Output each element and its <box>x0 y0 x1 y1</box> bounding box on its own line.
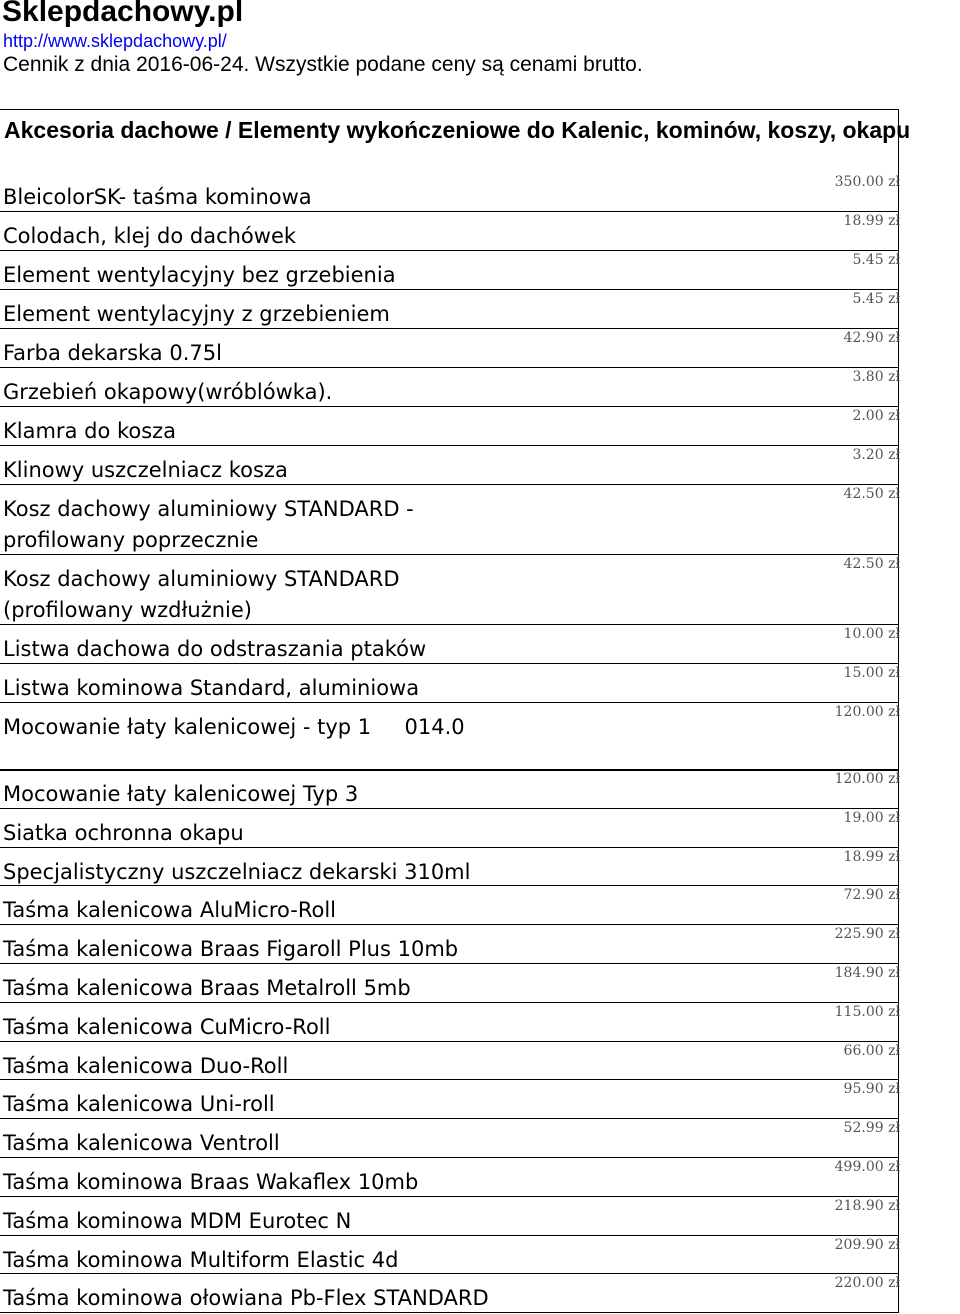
product-row <box>0 290 898 329</box>
product-name: Mocowanie łaty kalenicowej - typ 1 014.0 <box>3 715 465 739</box>
site-url-link[interactable]: http://www.sklepdachowy.pl/ <box>3 31 227 51</box>
price-table-page-2 <box>0 769 899 1313</box>
product-name: Colodach, klej do dachówek <box>3 224 297 248</box>
product-price: 5.45 zł <box>852 291 900 307</box>
product-row <box>0 625 898 664</box>
product-price: 66.00 zł <box>843 1042 900 1059</box>
product-price: 10.00 zł <box>843 626 900 642</box>
product-price: 218.90 zł <box>834 1197 900 1214</box>
product-price: 15.00 zł <box>843 665 900 681</box>
product-name: BleicolorSK- taśma kominowa <box>3 185 312 209</box>
product-name: Klamra do kosza <box>3 419 177 443</box>
product-row <box>0 368 898 407</box>
product-price: 350.00 zł <box>834 174 900 190</box>
product-price: 52.99 zł <box>843 1120 900 1137</box>
product-row <box>0 1274 898 1313</box>
site-title: Sklepdachowy.pl <box>2 0 244 28</box>
product-row <box>0 212 898 251</box>
product-row <box>0 1042 898 1081</box>
product-row <box>0 1236 898 1275</box>
product-row <box>0 555 898 625</box>
product-price: 184.90 zł <box>834 965 900 981</box>
product-price: 18.99 zł <box>843 213 900 229</box>
category-title: Akcesoria dachowe / Elementy wykończeniowe do Kalenic, kominów, koszy, okapu <box>4 117 911 143</box>
product-price: 209.90 zł <box>834 1236 900 1253</box>
product-row <box>0 770 898 809</box>
product-row <box>0 1158 898 1197</box>
product-row <box>0 925 898 964</box>
product-price: 220.00 zł <box>834 1275 900 1292</box>
product-price: 3.20 zł <box>852 447 900 463</box>
product-price: 2.00 zł <box>852 408 900 424</box>
price-list-subtitle: Cennik z dnia 2016-06-24. Wszystkie podane ceny są cenami brutto. <box>3 53 643 76</box>
product-name: Klinowy uszczelniacz kosza <box>3 458 288 482</box>
product-row <box>0 703 898 770</box>
product-name: Taśma kominowa ołowiana Pb-Flex STANDARD <box>3 1286 489 1311</box>
product-row <box>0 664 898 703</box>
product-row <box>0 329 898 368</box>
product-price: 5.45 zł <box>852 252 900 268</box>
product-row <box>0 173 898 212</box>
product-row <box>0 251 898 290</box>
product-name: Taśma kominowa Braas Wakaflex 10mb <box>3 1170 419 1194</box>
product-name: Listwa dachowa do odstraszania ptaków <box>3 637 427 661</box>
product-price: 225.90 zł <box>834 926 900 943</box>
product-price: 499.00 zł <box>834 1159 900 1175</box>
product-name: Taśma kalenicowa Uni-roll <box>3 1092 275 1117</box>
product-name: Taśma kominowa Multiform Elastic 4d <box>3 1247 399 1272</box>
product-price: 115.00 zł <box>834 1003 900 1020</box>
product-price: 18.99 zł <box>843 848 900 865</box>
product-row <box>0 446 898 485</box>
product-row <box>0 407 898 446</box>
product-price: 95.90 zł <box>843 1081 900 1098</box>
product-name: Element wentylacyjny bez grzebienia <box>3 263 396 287</box>
product-price: 42.50 zł <box>843 556 900 572</box>
product-row <box>0 1119 898 1158</box>
product-row <box>0 886 898 925</box>
product-name: Taśma kalenicowa AluMicro-Roll <box>3 898 336 923</box>
product-price: 120.00 zł <box>834 771 900 787</box>
product-name: Taśma kalenicowa Braas Metalroll 5mb <box>3 976 411 1000</box>
product-name: Specjalistyczny uszczelniacz dekarski 310ml <box>3 859 471 884</box>
product-name: Taśma kalenicowa Duo-Roll <box>3 1053 289 1078</box>
product-name: Farba dekarska 0.75l <box>3 341 222 365</box>
product-name: Listwa kominowa Standard, aluminiowa <box>3 676 420 700</box>
product-price: 42.50 zł <box>843 486 900 502</box>
product-price: 19.00 zł <box>843 809 900 826</box>
product-name: Taśma kalenicowa CuMicro-Roll <box>3 1014 331 1039</box>
product-price: 72.90 zł <box>843 887 900 904</box>
product-row <box>0 1080 898 1119</box>
product-price: 42.90 zł <box>843 330 900 346</box>
product-name: Element wentylacyjny z grzebieniem <box>3 302 390 326</box>
product-row <box>0 964 898 1003</box>
product-name: Siatka ochronna okapu <box>3 820 244 845</box>
product-name: Taśma kalenicowa Ventroll <box>3 1131 280 1156</box>
product-name: Taśma kominowa MDM Eurotec N <box>3 1208 352 1233</box>
product-row <box>0 848 898 887</box>
product-name: Mocowanie łaty kalenicowej Typ 3 <box>3 782 359 806</box>
product-name: Taśma kalenicowa Braas Figaroll Plus 10mb <box>3 937 459 962</box>
product-row <box>0 809 898 848</box>
product-price: 3.80 zł <box>852 369 900 385</box>
product-row <box>0 485 898 555</box>
product-name: Grzebień okapowy(wróblówka). <box>3 380 333 404</box>
product-row <box>0 1197 898 1236</box>
price-table-page-1 <box>0 109 911 771</box>
product-name: Kosz dachowy aluminiowy STANDARD - profilowany poprzecznie <box>3 497 414 552</box>
product-row <box>0 1003 898 1042</box>
product-name: Kosz dachowy aluminiowy STANDARD (profilowany wzdłużnie) <box>3 567 400 622</box>
product-price: 120.00 zł <box>834 704 900 720</box>
